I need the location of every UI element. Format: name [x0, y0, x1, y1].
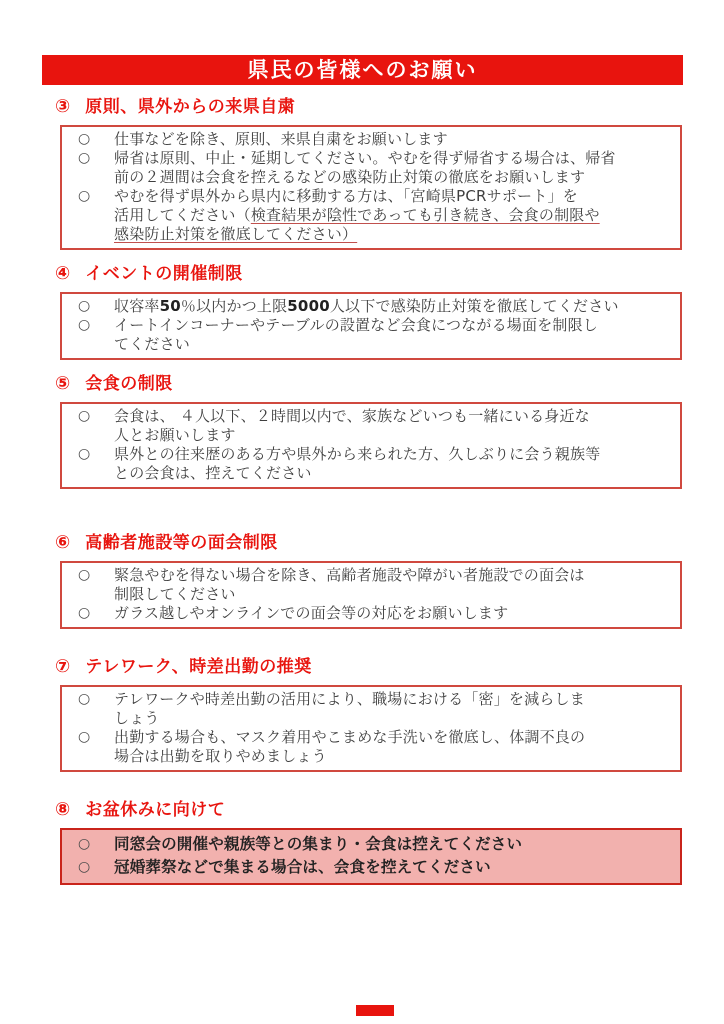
circle-bullet-icon: ○	[78, 691, 91, 707]
request-box	[60, 561, 682, 629]
page-title: 県民の皆様へのお願い	[247, 57, 478, 82]
circle-bullet-icon: ○	[78, 150, 91, 166]
text-segment: 帰省は原則、中止・延期してください。やむを得ず帰省する場合は、帰省	[114, 149, 616, 167]
text-segment: 人とお願いします	[114, 426, 236, 444]
bullet-item-text	[114, 149, 672, 187]
circled-number-icon: ④	[55, 263, 71, 284]
bullet-item-text	[114, 833, 672, 856]
text-segment: てください	[114, 335, 191, 353]
text-segment: 仕事などを除き、原則、来県自粛をお願いします	[114, 130, 448, 148]
circle-bullet-icon: ○	[78, 131, 91, 147]
circle-bullet-icon: ○	[78, 567, 91, 583]
text-segment: ％以内かつ上限	[180, 297, 288, 315]
section-title: 高齢者施設等の面会制限	[85, 533, 278, 553]
request-box	[60, 402, 682, 489]
text-segment: 50	[159, 297, 181, 315]
text-segment: 人以下で感染防止対策を徹底してください	[329, 297, 619, 315]
bullet-item-text	[114, 566, 672, 604]
section-heading	[55, 95, 682, 119]
section-heading	[55, 798, 682, 822]
bullet-item-text	[114, 728, 672, 766]
circled-number-icon: ⑧	[55, 799, 71, 820]
text-segment: 出勤する場合も、マスク着用やこまめな手洗いを徹底し、体調不良の	[114, 728, 586, 746]
bullet-item	[70, 604, 672, 623]
text-segment: 同窓会の開催や親族等との集まり・会食は控えてください	[114, 835, 523, 853]
request-box	[60, 828, 682, 885]
section-title: 会食の制限	[85, 374, 173, 394]
section-heading	[55, 531, 682, 555]
circled-number-icon: ⑦	[55, 656, 71, 677]
bullet-item	[70, 149, 672, 187]
circle-bullet-icon: ○	[78, 408, 91, 424]
section	[42, 372, 682, 489]
section-heading	[55, 262, 682, 286]
text-segment: しょう	[114, 709, 160, 727]
next-page-banner-sliver	[356, 1005, 394, 1016]
bullet-item	[70, 445, 672, 483]
bullet-item-text	[114, 130, 672, 149]
bullet-item	[70, 316, 672, 354]
bullet-item	[70, 187, 672, 244]
text-segment: 制限してください	[114, 585, 236, 603]
text-segment: 5000	[287, 297, 330, 315]
section-title: テレワーク、時差出勤の推奨	[85, 657, 312, 677]
text-segment: イートインコーナーやテーブルの設置など会食につながる場面を制限し	[114, 316, 599, 334]
text-segment: 検査結果が陰性であっても引き続き、会食の制限や	[250, 206, 600, 224]
bullet-item-text	[114, 690, 672, 728]
sections-container	[42, 95, 682, 885]
bullet-item-text	[114, 297, 672, 316]
circle-bullet-icon: ○	[78, 317, 91, 333]
bullet-item-text	[114, 407, 672, 445]
bullet-item-text	[114, 187, 672, 244]
circle-bullet-icon: ○	[78, 188, 91, 204]
request-box	[60, 125, 682, 250]
text-segment: やむを得ず県外から県内に移動する方は、「宮崎県PCRサポート」を	[114, 187, 578, 205]
bullet-item	[70, 407, 672, 445]
section-title: イベントの開催制限	[85, 264, 243, 284]
bullet-item	[70, 690, 672, 728]
section	[42, 95, 682, 250]
section-title: 原則、県外からの来県自粛	[85, 97, 296, 117]
section-heading	[55, 372, 682, 396]
section	[42, 262, 682, 360]
section	[42, 655, 682, 772]
text-segment: 前の２週間は会食を控えるなどの感染防止対策の徹底をお願いします	[114, 168, 586, 186]
text-segment: 感染防止対策を徹底してください）	[114, 225, 358, 243]
circle-bullet-icon: ○	[78, 729, 91, 745]
bullet-item	[70, 130, 672, 149]
title-banner	[42, 55, 683, 85]
section-heading	[55, 655, 682, 679]
circle-bullet-icon: ○	[78, 836, 91, 852]
bullet-item-text	[114, 445, 672, 483]
text-segment: 収容率	[114, 297, 160, 315]
text-segment: ガラス越しやオンラインでの面会等の対応をお願いします	[114, 604, 509, 622]
request-box	[60, 292, 682, 360]
circled-number-icon: ③	[55, 96, 71, 117]
bullet-item	[70, 297, 672, 316]
text-segment: 緊急やむを得ない場合を除き、高齢者施設や障がい者施設での面会は	[114, 566, 585, 584]
circled-number-icon: ⑤	[55, 373, 71, 394]
circle-bullet-icon: ○	[78, 605, 91, 621]
circle-bullet-icon: ○	[78, 446, 91, 462]
section-title: お盆休みに向けて	[85, 800, 226, 820]
section	[42, 798, 682, 885]
bullet-item	[70, 566, 672, 604]
bullet-item-text	[114, 604, 672, 623]
text-segment: 冠婚葬祭などで集まる場合は、会食を控えてください	[114, 858, 491, 876]
bullet-item-text	[114, 856, 672, 879]
circled-number-icon: ⑥	[55, 532, 71, 553]
text-segment: 県外との往来歴のある方や県外から来られた方、久しぶりに会う親族等	[114, 445, 601, 463]
text-segment: 活用してください（	[114, 206, 251, 224]
request-box	[60, 685, 682, 772]
text-segment: テレワークや時差出勤の活用により、職場における「密」を減らしま	[114, 690, 585, 708]
bullet-item	[70, 833, 672, 856]
bullet-item-text	[114, 316, 672, 354]
text-segment: 会食は、 ４人以下、２時間以内で、家族などいつも一緒にいる身近な	[114, 407, 590, 425]
section	[42, 531, 682, 629]
circle-bullet-icon: ○	[78, 298, 91, 314]
circle-bullet-icon: ○	[78, 859, 91, 875]
bullet-item	[70, 856, 672, 879]
text-segment: との会食は、控えてください	[114, 464, 312, 482]
bullet-item	[70, 728, 672, 766]
text-segment: 場合は出勤を取りやめましょう	[114, 747, 327, 765]
